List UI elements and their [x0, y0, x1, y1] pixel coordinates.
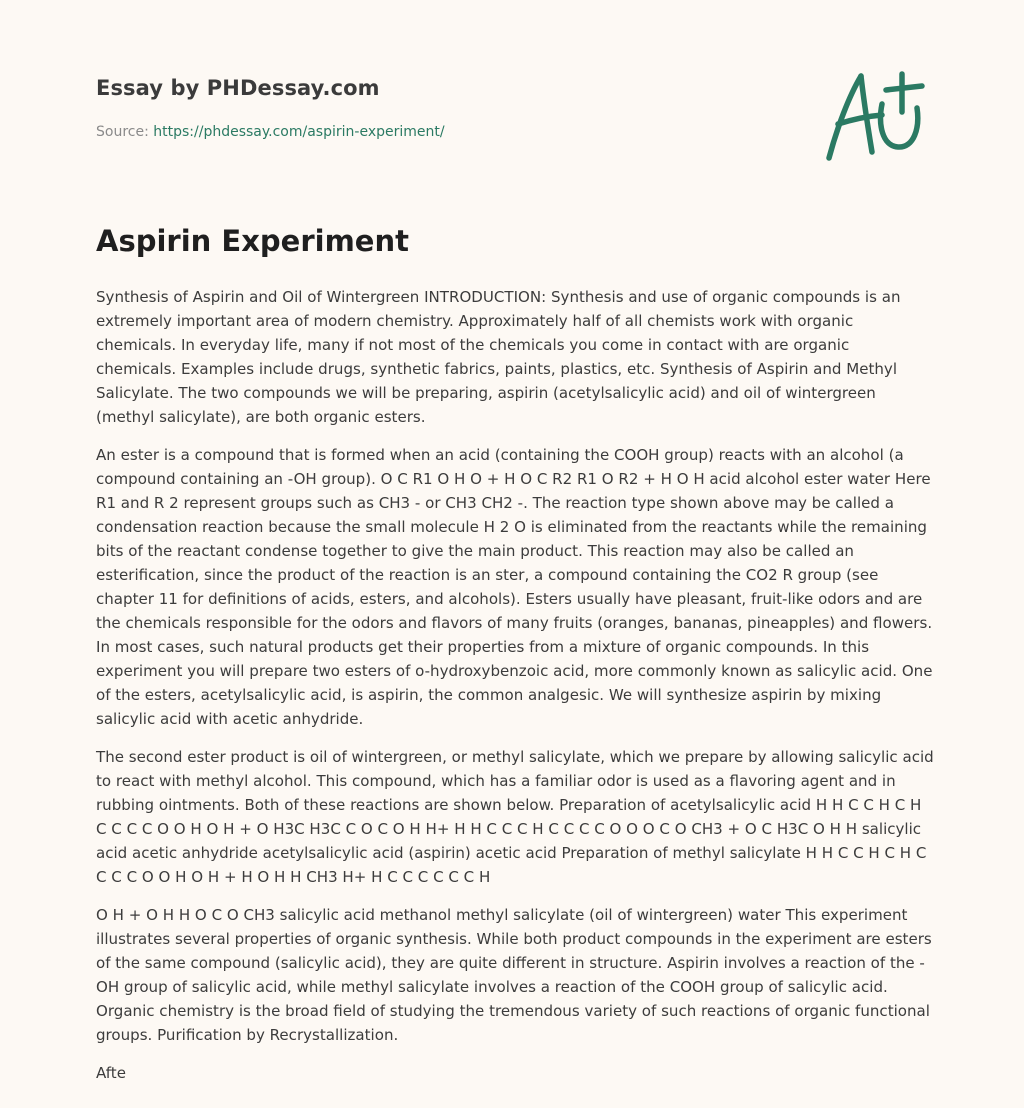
paragraph: Synthesis of Aspirin and Oil of Wintergreen INTRODUCTION: Synthesis and use of organic compounds is an extremely important area of modern chemistry. Approximately half of all chemists work with organic chemicals. In everyday life, many if not most of the chemicals you come in contact with are organic chemicals. Examples include drugs, synthetic fabrics, paints, plastics, etc. Synthesis of Aspirin and Methyl Salicylate. The two compounds we will be preparing, aspirin (acetylsalicylic acid) and oil of wintergreen (methyl salicylate), are both organic esters.	[96, 288, 901, 426]
a-plus-logo	[822, 68, 928, 164]
source-label: Source:	[96, 124, 149, 140]
article-title: Aspirin Experiment	[96, 224, 409, 258]
source-line	[96, 124, 445, 140]
paragraph: An ester is a compound that is formed when an acid (containing the COOH group) reacts with an alcohol (a compound containing an -OH group). O C R1 O H O + H O C R2 R1 O R2 + H O H acid alcohol ester water Here R1 and R 2 represent groups such as CH3 - or CH3 CH2 -. The reaction type shown above may be called a condensation reaction because the small molecule H 2 O is eliminated from the reactants while the remaining bits of the reactant condense together to give the main product. This reaction may also be called an esterification, since the product of the reaction is an ster, a compound containing the CO2 R group (see chapter 11 for definitions of acids, esters, and alcohols). Esters usually have pleasant, fruit-like odors and are the chemicals responsible for the odors and flavors of many fruits (oranges, bananas, pineapples) and flowers. In most cases, such natural products get their properties from a mixture of organic compounds. In this experiment you will prepare two esters of o-hydroxybenzoic acid, more commonly known as salicylic acid. One of the esters, acetylsalicylic acid, is aspirin, the common analgesic. We will synthesize aspirin by mixing salicylic acid with acetic anhydride.	[96, 446, 933, 728]
source-link[interactable]: https://phdessay.com/aspirin-experiment/	[153, 124, 445, 140]
paragraph: The second ester product is oil of wintergreen, or methyl salicylate, which we prepare by allowing salicylic acid to react with methyl alcohol. This compound, which has a familiar odor is used as a flavoring agent and in rubbing ointments. Both of these reactions are shown below. Preparation of acetylsalicylic acid H H C C H C H C C C C O O H O H + O H3C H3C C O C O H H+ H H C C C H C C C C O O O C O CH3 + O C H3C O H H salicylic acid acetic anhydride acetylsalicylic acid (aspirin) acetic acid Preparation of methyl salicylate H H C C H C H C C C C O O H O H + H O H H CH3 H+ H C C C C C C H	[96, 748, 934, 886]
site-brand: Essay by PHDessay.com	[96, 76, 380, 100]
paragraph: Afte	[96, 1064, 126, 1082]
paragraph: O H + O H H O C O CH3 salicylic acid methanol methyl salicylate (oil of wintergreen) water This experiment illustrates several properties of organic synthesis. While both product compounds in the experiment are esters of the same compound (salicylic acid), they are quite different in structure. Aspirin involves a reaction of the -OH group of salicylic acid, while methyl salicylate involves a reaction of the COOH group of salicylic acid. Organic chemistry is the broad field of studying the tremendous variety of such reactions of organic functional groups. Purification by Recrystallization.	[96, 906, 932, 1044]
article-body	[96, 285, 934, 1099]
